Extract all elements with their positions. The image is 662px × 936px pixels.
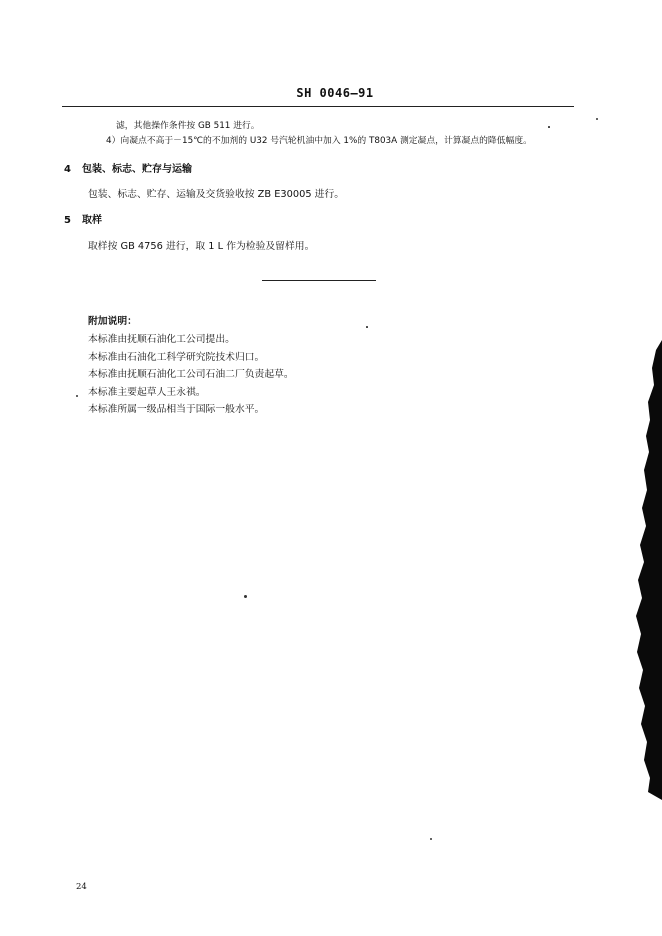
section-4-title: 包装、标志、贮存与运输 <box>82 164 192 175</box>
header-rule <box>62 106 574 107</box>
scan-speck <box>366 326 368 328</box>
continuation-line-2: 4）向凝点不高于－15℃的不加剂的 U32 号汽轮机油中加入 1%的 T803A 测定凝点，计算凝点的降低幅度。 <box>106 136 532 146</box>
note-item: 本标准由石油化工科学研究院技术归口。 <box>88 351 265 363</box>
section-4-heading <box>64 163 192 177</box>
section-5-title: 取样 <box>82 215 102 226</box>
scan-speck <box>548 126 550 128</box>
scan-speck <box>430 838 432 840</box>
notes-title: 附加说明： <box>88 316 137 327</box>
scan-speck <box>596 118 598 120</box>
page-number: 24 <box>76 882 87 892</box>
note-item: 本标准主要起草人王永祺。 <box>88 386 206 398</box>
scan-speck <box>76 395 78 397</box>
section-5-number: 5 <box>64 215 71 226</box>
scan-speck <box>244 595 247 598</box>
notes-list <box>88 331 294 419</box>
section-5-heading <box>64 214 102 228</box>
note-item: 本标准所属一级品相当于国际一般水平。 <box>88 404 265 416</box>
scan-edge-shadow <box>622 340 662 800</box>
section-5-body: 取样按 GB 4756 进行，取 1 L 作为检验及留样用。 <box>88 241 315 252</box>
standard-code-header: SH 0046—91 <box>296 86 374 100</box>
section-4-body: 包装、标志、贮存、运输及交货验收按 ZB E30005 进行。 <box>88 189 345 200</box>
section-divider-rule <box>262 280 376 281</box>
continuation-line-1: 滤，其他操作条件按 GB 511 进行。 <box>116 121 260 131</box>
note-item: 本标准由抚顺石油化工公司石油二厂负责起草。 <box>88 369 294 381</box>
note-item: 本标准由抚顺石油化工公司提出。 <box>88 334 235 345</box>
section-4-number: 4 <box>64 164 71 175</box>
